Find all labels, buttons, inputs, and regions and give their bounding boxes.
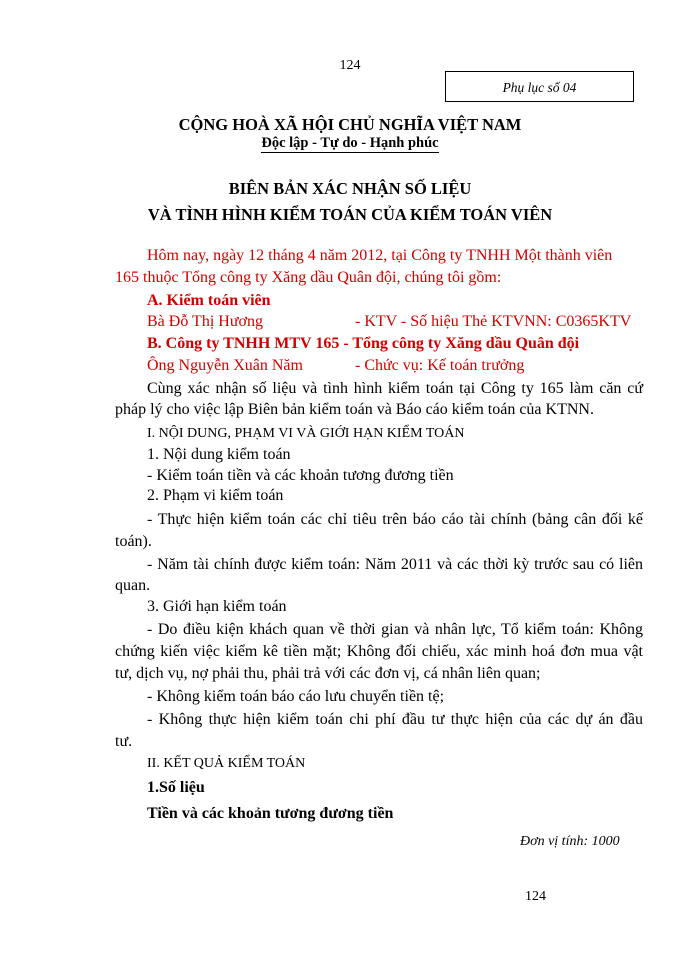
motto-wrap bbox=[0, 134, 700, 152]
section2-subheading: 1.Số liệu bbox=[147, 779, 205, 796]
confirm-line2: pháp lý cho việc lập Biên bản kiểm toán và Báo cáo kiểm toán của KTNN. bbox=[115, 401, 594, 418]
limit-item3-line2: tư. bbox=[115, 733, 133, 750]
party-a-name: Bà Đỗ Thị Hương bbox=[147, 313, 263, 330]
limit-item1-line2: chứng kiến việc kiểm kê tiền mặt; Không đối chiếu, xác minh hoá đơn mua vật bbox=[115, 643, 643, 660]
party-b-row bbox=[147, 357, 647, 375]
party-a-heading: A. Kiểm toán viên bbox=[147, 292, 271, 309]
page-number-bottom: 124 bbox=[525, 889, 546, 904]
section1-heading: I. NỘI DUNG, PHẠM VI VÀ GIỚI HẠN KIỂM TOÁN bbox=[147, 426, 465, 441]
party-a-row bbox=[147, 313, 647, 331]
scope-item2-line1: - Năm tài chính được kiểm toán: Năm 2011 và các thời kỳ trước sau có liên bbox=[147, 556, 643, 573]
content-item: - Kiểm toán tiền và các khoản tương đương tiền bbox=[147, 467, 454, 484]
confirm-line1: Cùng xác nhận số liệu và tình hình kiểm toán tại Công ty 165 làm căn cứ bbox=[147, 380, 643, 397]
content-heading: 1. Nội dung kiểm toán bbox=[147, 446, 291, 463]
party-b-name: Ông Nguyễn Xuân Năm bbox=[147, 357, 303, 374]
limit-item1-line1: - Do điều kiện khách quan về thời gian và nhân lực, Tổ kiểm toán: Không bbox=[147, 621, 643, 638]
scope-item1-line1: - Thực hiện kiểm toán các chỉ tiêu trên báo cáo tài chính (bảng cân đối kế bbox=[147, 511, 643, 528]
section2-heading: II. KẾT QUẢ KIỂM TOÁN bbox=[147, 756, 306, 771]
doc-title-line2: VÀ TÌNH HÌNH KIỂM TOÁN CỦA KIỂM TOÁN VIÊN bbox=[147, 205, 553, 224]
motto: Độc lập - Tự do - Hạnh phúc bbox=[261, 135, 439, 151]
page-number-top: 124 bbox=[339, 58, 361, 73]
scope-item2-line2: quan. bbox=[115, 577, 151, 594]
intro-line1: Hôm nay, ngày 12 tháng 4 năm 2012, tại Công ty TNHH Một thành viên bbox=[147, 247, 613, 264]
limit-heading: 3. Giới hạn kiểm toán bbox=[147, 598, 287, 615]
limit-item1-line3: tư, dịch vụ, nợ phải thu, phải trả với các đơn vị, cá nhân liên quan; bbox=[115, 665, 541, 682]
party-b-heading: B. Công ty TNHH MTV 165 - Tổng công ty Xăng dầu Quân đội bbox=[147, 335, 580, 352]
intro-line2: 165 thuộc Tổng công ty Xăng dầu Quân đội, chúng tôi gồm: bbox=[115, 269, 502, 286]
scope-item1-line2: toán). bbox=[115, 533, 152, 550]
doc-title-line1: BIÊN BẢN XÁC NHẬN SỐ LIỆU bbox=[228, 179, 472, 198]
appendix-label-box: Phụ lục số 04 bbox=[445, 71, 634, 102]
limit-item3-line1: - Không thực hiện kiểm toán chi phí đầu tư thực hiện của các dự án đầu bbox=[147, 711, 643, 728]
nation-header: CỘNG HOÀ XÃ HỘI CHỦ NGHĨA VIỆT NAM bbox=[178, 115, 522, 134]
scope-heading: 2. Phạm vi kiểm toán bbox=[147, 487, 284, 504]
party-b-role: - Chức vụ: Kế toán trưởng bbox=[355, 357, 525, 374]
limit-item2: - Không kiểm toán báo cáo lưu chuyển tiền tệ; bbox=[147, 688, 445, 705]
unit-label: Đơn vị tính: 1000 bbox=[520, 834, 620, 849]
party-a-role: - KTV - Số hiệu Thẻ KTVNN: C0365KTV bbox=[355, 313, 632, 330]
cash-heading: Tiền và các khoản tương đương tiền bbox=[147, 805, 394, 822]
